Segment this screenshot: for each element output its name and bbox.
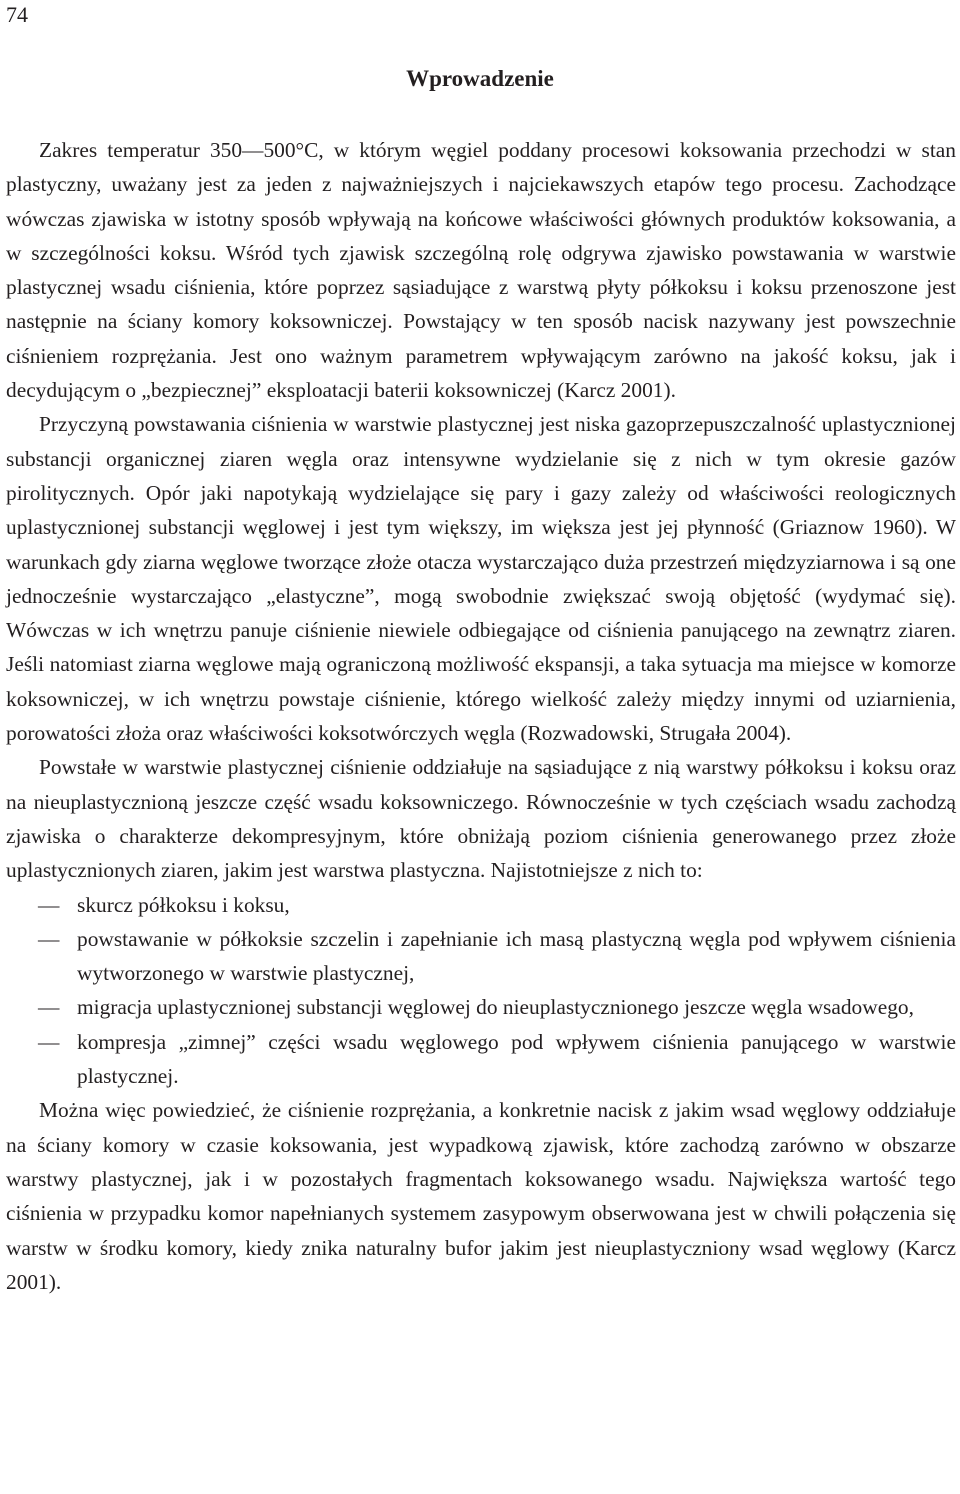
list-dash: — <box>38 892 60 917</box>
list-item <box>6 990 956 1024</box>
list-item <box>6 1025 956 1094</box>
decompression-list <box>6 888 956 1094</box>
list-dash: — <box>38 995 60 1020</box>
paragraph-effects: Powstałe w warstwie plastycznej ciśnienie oddziałuje na sąsiadujące z nią warstwy półkoksu i koksu oraz na nieuplastycznioną jeszcze część wsadu koksowniczego. Równocześnie w tych częściach wsadu zachodzą zjawiska o charakterze dekompresyjnym, które obniżają poziom ciśnienia generowanego przez złoże uplastycznionych ziaren, jakim jest warstwa plastyczna. Najistotniejsze z nich to: <box>6 755 956 883</box>
paragraph-intro: Zakres temperatur 350—500°C, w którym węgiel poddany procesowi koksowania przechodzi w stan plastyczny, uważany jest za jeden z najważniejszych i najciekawszych etapów tego procesu. Zachodzące wówczas zjawiska w istotny sposób wpływają na końcowe właściwości głównych produktów koksowania, a w szczególności koksu. Wśród tych zjawisk szczególną rolę odgrywa zjawisko powstawania w warstwie plastycznej wsadu ciśnienia, które poprzez sąsiadujące z warstwą płyty półkoksu i koksu przenoszone jest następnie na ściany komory koksowniczej. Powstający w ten sposób nacisk nazywany jest powszechnie ciśnieniem rozprężania. Jest ono ważnym parametrem wpływającym zarówno na jakość koksu, jak i decydującym o „bezpiecznej” eksploatacji baterii koksowniczej (Karcz 2001). <box>6 138 956 403</box>
list-item-text: powstawanie w półkoksie szczelin i zapełnianie ich masą plastyczną węgla pod wpływem ciśnienia wytworzonego w warstwie plastycznej, <box>77 926 956 986</box>
paragraph-conclusion: Można więc powiedzieć, że ciśnienie rozprężania, a konkretnie nacisk z jakim wsad węglowy oddziałuje na ściany komory w czasie koksowania, jest wypadkową zjawisk, które zachodzą zarówno w obszarze warstwy plastycznej, jak i w pozostałych fragmentach koksowanego wsadu. Największa wartość tego ciśnienia w przypadku komor napełnianych systemem zasypowym obserwowana jest w chwili połączenia się warstw w środku komory, kiedy znika naturalny bufor jakim jest nieuplastyczniony wsad węglowy (Karcz 2001). <box>6 1098 956 1294</box>
list-dash: — <box>38 1029 60 1054</box>
list-item-text: kompresja „zimnej” części wsadu węglowego pod wpływem ciśnienia panującego w warstwie plastycznej. <box>77 1029 956 1089</box>
list-item <box>6 922 956 991</box>
list-dash: — <box>38 926 60 951</box>
body-text <box>6 133 956 1299</box>
list-item-text: skurcz półkoksu i koksu, <box>77 892 290 917</box>
paragraph-causes: Przyczyną powstawania ciśnienia w warstwie plastycznej jest niska gazoprzepuszczalność uplastycznionej substancji organicznej ziaren węgla oraz intensywne wydzielanie się z nich w tym okresie gazów pirolitycznych. Opór jaki napotykają wydzielające się pary i gazy zależy od właściwości reologicznych uplastycznionej substancji węglowej i jest tym większy, im większa jest jej płynność (Griaznow 1960). W warunkach gdy ziarna węglowe tworzące złoże otacza wystarczająco duża przestrzeń międzyziarnowa i są one jednocześnie wystarczająco „elastyczne”, mogą swobodnie zwiększać swoją objętość (wydymać się). Wówczas w ich wnętrzu panuje ciśnienie niewiele odbiegające od ciśnienia panującego na zewnątrz ziaren. Jeśli natomiast ziarna węglowe mają ograniczoną możliwość ekspansji, a taka sytuacja ma miejsce w komorze koksowniczej, w ich wnętrzu powstaje ciśnienie, którego wielkość zależy między innymi od uziarnienia, porowatości złoża oraz właściwości koksotwórczych węgla (Rozwadowski, Strugała 2004). <box>6 412 956 746</box>
list-item <box>6 888 956 922</box>
section-title: Wprowadzenie <box>406 66 554 91</box>
list-item-text: migracja uplastycznionej substancji węglowej do nieuplastycznionego jeszcze węgla wsadowego, <box>77 995 914 1020</box>
page-number: 74 <box>6 2 28 27</box>
